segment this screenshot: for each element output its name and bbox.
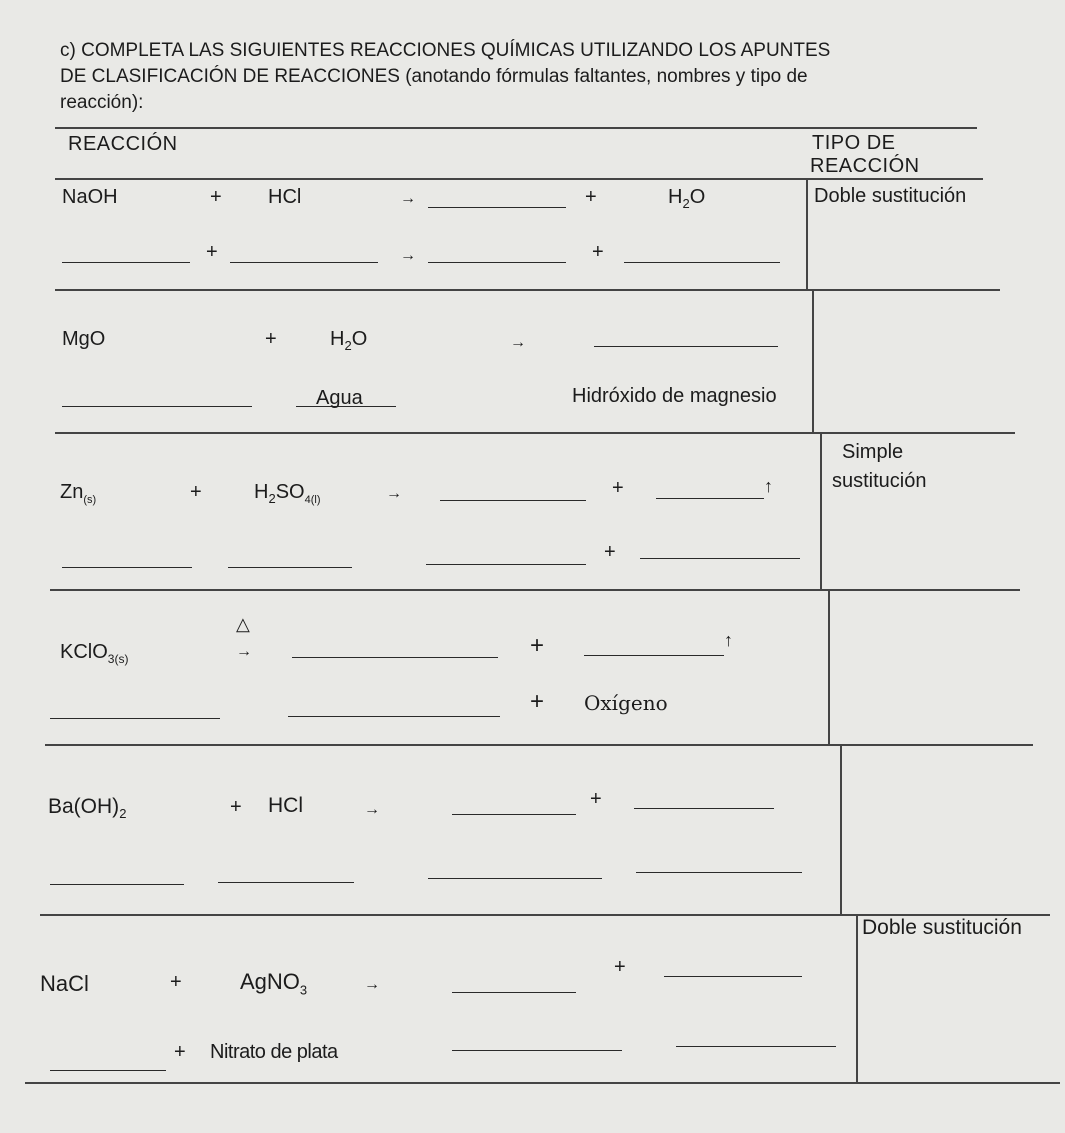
table-rule-row3 <box>50 589 1020 591</box>
plus-sign: + <box>604 541 616 563</box>
instructions-line-3: reacción): <box>60 92 144 113</box>
plus-sign: + <box>265 328 277 350</box>
answer-blank[interactable] <box>594 346 778 347</box>
answer-blank[interactable] <box>228 567 352 568</box>
answer-blank[interactable] <box>426 564 586 565</box>
r3-type-line-2: sustitución <box>832 470 927 492</box>
answer-blank[interactable] <box>62 262 190 263</box>
answer-blank[interactable] <box>624 262 780 263</box>
r3-reactant-b <box>254 480 320 512</box>
answer-blank[interactable] <box>230 262 378 263</box>
answer-blank[interactable] <box>656 498 764 499</box>
column-divider <box>856 914 858 1082</box>
answer-blank[interactable] <box>440 500 586 501</box>
arrow-icon: → <box>236 643 252 660</box>
r6-type: Doble sustitución <box>862 916 1022 939</box>
gas-arrow-icon: ↑ <box>764 476 773 496</box>
plus-sign: + <box>590 788 602 810</box>
formula-main: H <box>254 481 269 503</box>
plus-sign: + <box>614 956 626 978</box>
answer-blank[interactable] <box>292 657 498 658</box>
answer-blank[interactable] <box>428 207 566 208</box>
r6-name-b: Nitrato de plata <box>210 1041 338 1063</box>
r4-reactant-a <box>60 640 128 671</box>
formula-subscript: 2 <box>268 491 276 506</box>
table-rule-header <box>55 178 983 180</box>
r3-type-line-1: Simple <box>842 441 904 463</box>
formula-main: Ba(OH) <box>48 795 120 818</box>
answer-blank[interactable] <box>50 718 220 719</box>
formula-subscript: 2 <box>119 806 127 822</box>
formula-main: O <box>689 186 706 208</box>
answer-blank[interactable] <box>428 878 602 879</box>
r1-reactant-b: HCl <box>268 186 302 208</box>
r5-reactant-a <box>48 795 126 826</box>
arrow-icon: → <box>364 801 380 818</box>
table-rule-top <box>55 127 977 129</box>
plus-sign: + <box>585 186 597 208</box>
r2-name-c: Hidróxido de magnesio <box>572 385 777 407</box>
formula-subscript: (s) <box>83 494 97 506</box>
answer-blank[interactable] <box>452 1050 622 1051</box>
answer-blank[interactable] <box>664 976 802 977</box>
header-type-line-2: REACCIÓN <box>810 155 920 177</box>
answer-blank[interactable] <box>636 872 802 873</box>
answer-blank[interactable] <box>634 808 774 809</box>
r2-name-b: Agua <box>316 387 363 409</box>
table-rule-bottom <box>25 1082 1060 1084</box>
answer-blank[interactable] <box>584 655 724 656</box>
formula-subscript: 3 <box>299 982 308 998</box>
formula-main: O <box>351 328 368 350</box>
plus-sign: + <box>530 688 545 715</box>
formula-main: H <box>330 328 345 350</box>
answer-blank[interactable] <box>640 558 800 559</box>
formula-subscript: 2 <box>682 196 690 211</box>
heat-symbol-icon: △ <box>236 614 250 634</box>
formula-subscript: 2 <box>344 338 352 353</box>
plus-sign: + <box>170 971 182 993</box>
column-divider <box>806 178 808 289</box>
table-rule-row4 <box>45 744 1033 746</box>
instructions-line-1: c) COMPLETA LAS SIGUIENTES REACCIONES QUÍMICAS UTILIZANDO LOS APUNTES <box>60 40 831 61</box>
r4-name-d: Oxígeno <box>584 691 668 715</box>
answer-blank[interactable] <box>62 567 192 568</box>
column-divider <box>812 289 814 432</box>
formula-main: AgNO <box>240 969 300 994</box>
plus-sign: + <box>230 796 242 818</box>
formula-main: H <box>668 186 683 208</box>
r2-reactant-b <box>330 327 367 358</box>
table-rule-row2 <box>55 432 1015 434</box>
arrow-icon: → <box>400 247 416 264</box>
answer-blank[interactable] <box>428 262 566 263</box>
column-divider <box>840 744 842 914</box>
answer-blank[interactable] <box>50 1070 166 1071</box>
r2-reactant-a: MgO <box>62 328 106 350</box>
r3-reactant-a <box>60 480 96 512</box>
r1-reaction-type: Doble sustitución <box>814 185 967 207</box>
plus-sign: + <box>210 186 222 208</box>
gas-arrow-icon: ↑ <box>724 630 733 650</box>
instructions-line-2: DE CLASIFICACIÓN DE REACCIONES (anotando fórmulas faltantes, nombres y tipo de <box>60 66 808 87</box>
formula-main: Zn <box>60 481 84 503</box>
r6-reactant-a: NaCl <box>40 971 89 996</box>
header-type-line-1: TIPO DE <box>812 132 896 154</box>
header-reaction: REACCIÓN <box>68 133 178 155</box>
r1-product-d <box>668 185 705 216</box>
formula-main: KClO <box>60 641 108 663</box>
answer-blank[interactable] <box>218 882 354 883</box>
plus-sign: + <box>612 477 624 499</box>
r5-reactant-b: HCl <box>268 794 303 817</box>
plus-sign: + <box>530 632 545 659</box>
r1-reactant-a: NaOH <box>62 186 118 208</box>
plus-sign: + <box>174 1041 186 1063</box>
formula-main: SO <box>275 481 305 503</box>
answer-blank[interactable] <box>288 716 500 717</box>
plus-sign: + <box>206 241 218 263</box>
answer-blank[interactable] <box>676 1046 836 1047</box>
formula-subscript: 4(l) <box>304 494 321 506</box>
formula-subscript: 3(s) <box>107 652 129 666</box>
arrow-icon: → <box>364 976 380 993</box>
column-divider <box>828 589 830 744</box>
arrow-icon: → <box>386 485 402 502</box>
arrow-icon: → <box>510 334 526 351</box>
answer-blank[interactable] <box>62 406 252 407</box>
answer-blank[interactable] <box>452 992 576 993</box>
plus-sign: + <box>190 481 202 503</box>
answer-blank[interactable] <box>452 814 576 815</box>
r6-reactant-b <box>240 970 307 1002</box>
answer-blank[interactable] <box>50 884 184 885</box>
arrow-icon: → <box>400 190 416 207</box>
table-rule-row1 <box>55 289 1000 291</box>
plus-sign: + <box>592 241 604 263</box>
column-divider <box>820 432 822 589</box>
